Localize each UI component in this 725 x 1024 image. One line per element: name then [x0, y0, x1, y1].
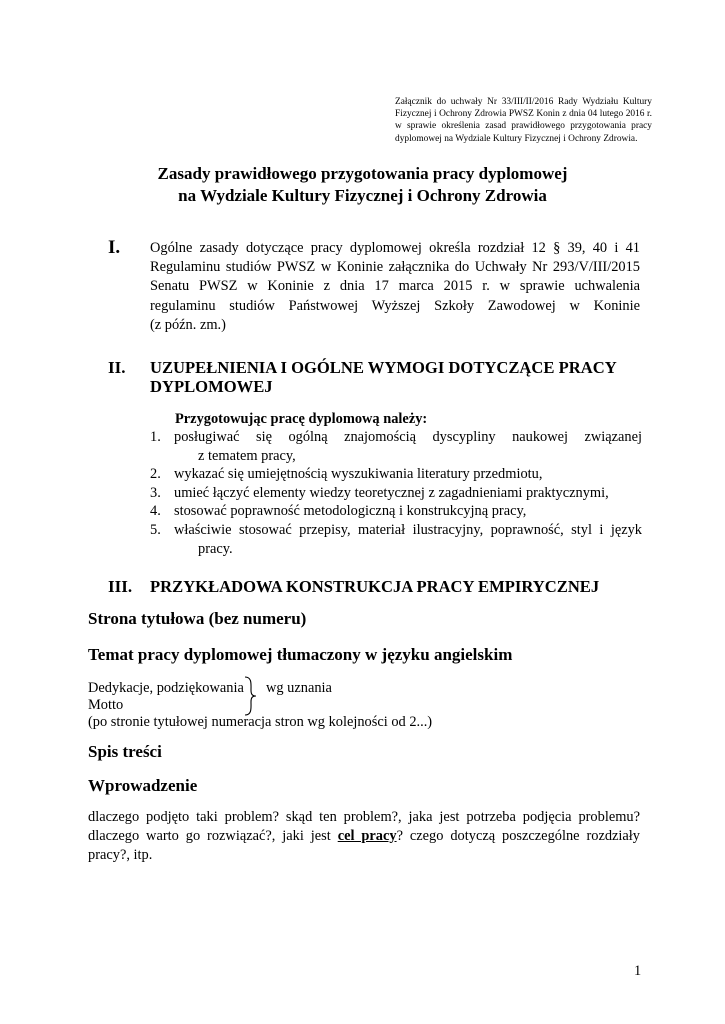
- by-consent-text: wg uznania: [266, 680, 332, 696]
- section-1-line: Ogólne zasady dotyczące pracy dyplomowej określa rozdział 12 § 39, 40 i 41: [150, 240, 640, 256]
- list-item-number: 1.: [150, 429, 161, 445]
- section-1-line: Senatu PWSZ w Koninie z dnia 17 marca 2015 r. w sprawie uchwalenia: [150, 278, 640, 295]
- list-item-text: wykazać się umiejętnością wyszukiwania literatury przedmiotu,: [174, 466, 543, 483]
- list-item-text-cont: pracy.: [198, 540, 233, 557]
- list-item: [150, 465, 642, 484]
- introduction-line: pracy?, itp.: [88, 846, 153, 863]
- list-item: [150, 521, 642, 558]
- list-item-number: 3.: [150, 484, 161, 501]
- introduction-heading: Wprowadzenie: [88, 776, 198, 795]
- section-1-line: regulaminu studiów Państwowej Wyższej Szkoły Zawodowej w Koninie: [150, 297, 640, 314]
- title-page-heading: Strona tytułowa (bez numeru): [88, 609, 307, 628]
- thesis-goal-emphasis: cel pracy: [337, 827, 397, 844]
- list-item-number: 2.: [150, 466, 161, 483]
- section-2-number: II.: [108, 358, 126, 377]
- motto-text: Motto: [88, 697, 124, 713]
- document-title-line-2: na Wydziale Kultury Fizycznej i Ochrony Zdrowia: [178, 186, 547, 205]
- introduction-line: dlaczego podjęto taki problem? skąd ten problem?, jaka jest potrzeba podjęcia problemu?: [88, 809, 640, 825]
- list-item-number: 5.: [150, 521, 161, 538]
- introduction-text: [88, 808, 640, 864]
- list-item-text: umieć łączyć elementy wiedzy teoretycznej z zagadnieniami praktycznymi,: [174, 484, 609, 501]
- list-item-text-cont: z tematem pracy,: [198, 447, 296, 464]
- dedication-text: Dedykacje, podziękowania: [88, 680, 244, 696]
- section-2-intro: Przygotowując pracę dyplomową należy:: [175, 411, 428, 427]
- document-title-line-1: Zasady prawidłowego przygotowania pracy dyplomowej: [157, 164, 568, 183]
- section-1-line: (z późn. zm.): [150, 316, 226, 333]
- section-1-text: [150, 239, 640, 335]
- page-number: 1: [634, 963, 642, 979]
- english-title-heading: Temat pracy dyplomowej tłumaczony w języku angielskim: [88, 645, 513, 664]
- list-item-text: właściwie stosować przepisy, materiał ilustracyjny, poprawność, styl i język: [174, 521, 642, 538]
- list-item: [150, 484, 642, 503]
- list-item: [150, 502, 642, 521]
- numbering-note: (po stronie tytułowej numeracja stron wg kolejności od 2...): [88, 714, 433, 730]
- section-3-number: III.: [108, 577, 133, 596]
- requirements-list: [150, 428, 642, 558]
- toc-heading: Spis treści: [88, 742, 162, 761]
- list-item-text: stosować poprawność metodologiczną i konstrukcyjną pracy,: [174, 503, 527, 520]
- list-item-number: 4.: [150, 503, 161, 520]
- section-2-heading-line-1: UZUPEŁNIENIA I OGÓLNE WYMOGI DOTYCZĄCE PRACY: [150, 358, 617, 377]
- section-1-line: Regulaminu studiów PWSZ w Koninie załącznika do Uchwały Nr 293/V/III/2015: [150, 259, 640, 276]
- list-item: [150, 428, 642, 465]
- section-2-heading-line-2: DYPLOMOWEJ: [150, 377, 273, 396]
- section-3-heading: PRZYKŁADOWA KONSTRUKCJA PRACY EMPIRYCZNEJ: [150, 577, 600, 596]
- section-1-number: I.: [108, 237, 121, 258]
- list-item-text: posługiwać się ogólną znajomością dyscypliny naukowej związanej: [174, 429, 642, 445]
- introduction-line: dlaczego warto go rozwiązać?, jaki jest cel pracy? czego dotyczą poszczególne rozdziały: [88, 827, 641, 844]
- annex-note: Załącznik do uchwały Nr 33/III/II/2016 Rady Wydziału Kultury Fizycznej i Ochrony Zdrowia PWSZ Konin z dnia 04 lutego 2016 r. w sprawie określenia zasad prawidłowego przygotowania pracy dyplomowej na Wydziale Kultury Fizycznej i Ochrony Zdrowia.: [395, 97, 652, 144]
